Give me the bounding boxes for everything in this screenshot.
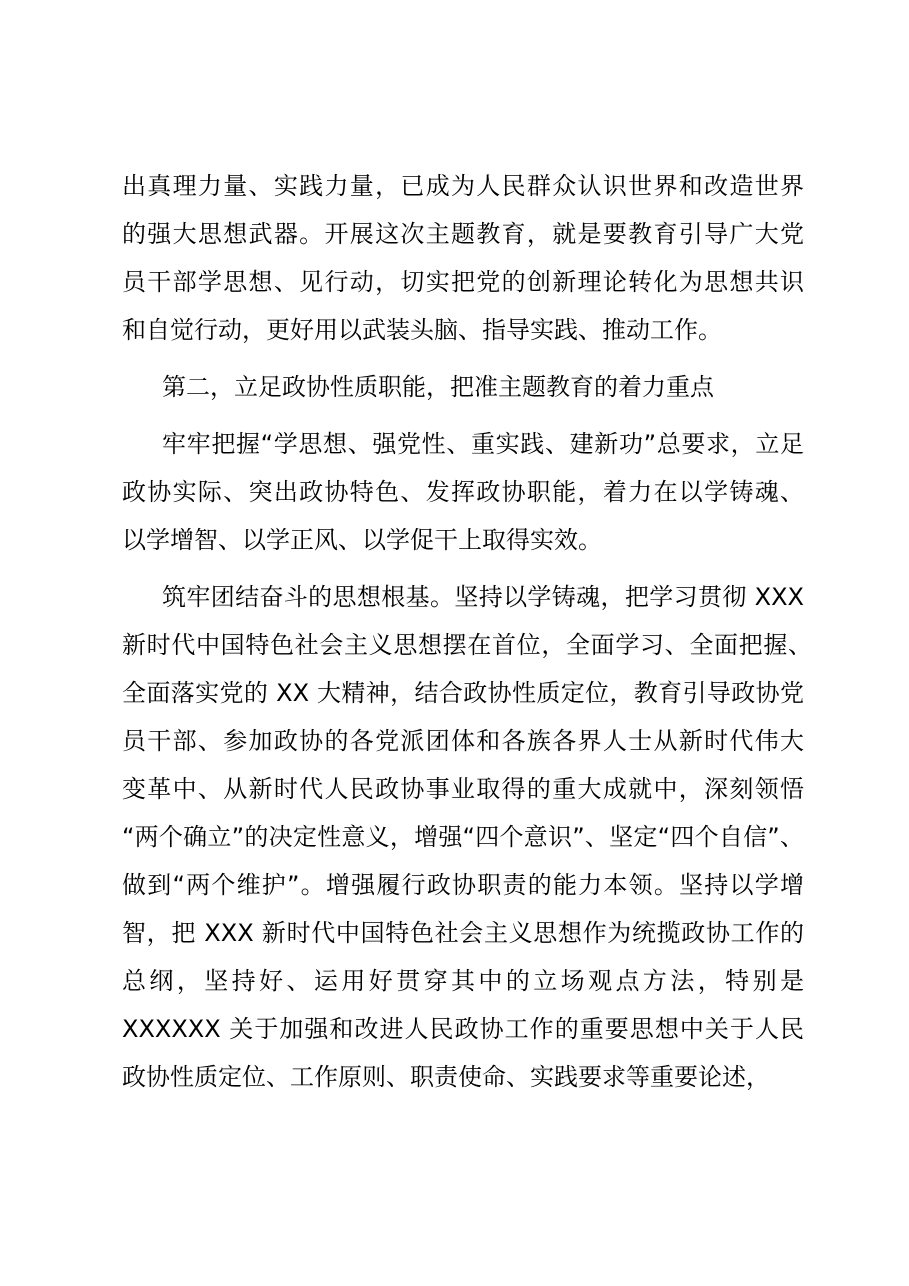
- text-line: 牢牢把握“学思想、强党性、重实践、建新功”总要求，立足: [162, 430, 804, 458]
- section-heading: [122, 363, 812, 411]
- text-line: 筑牢团结奋斗的思想根基。坚持以学铸魂，把学习贯彻 XXX: [162, 583, 804, 611]
- paragraph-2: [122, 420, 812, 564]
- text-line: 变革中、从新时代人民政协事业取得的重大成就中，深刻领悟: [122, 775, 804, 803]
- text-line: 新时代中国特色社会主义思想摆在首位，全面学习、全面把握、: [122, 631, 812, 659]
- text-line: 智，把 XXX 新时代中国特色社会主义思想作为统揽政协工作的: [122, 919, 804, 947]
- text-line: 政协实际、突出政协特色、发挥政协职能，着力在以学铸魂、: [122, 478, 804, 506]
- document-body: [122, 162, 812, 1101]
- text-line: 员干部学思想、见行动，切实把党的创新理论转化为思想共识: [122, 268, 804, 296]
- text-line: 的强大思想武器。开展这次主题教育，就是要教育引导广大党: [122, 220, 804, 248]
- paragraph-3: [122, 573, 812, 1101]
- text-line: 全面落实党的 XX 大精神，结合政协性质定位，教育引导政协党: [122, 679, 804, 707]
- text-line: 做到“两个维护”。增强履行政协职责的能力本领。坚持以学增: [122, 871, 804, 899]
- text-line: 出真理力量、实践力量，已成为人民群众认识世界和改造世界: [122, 172, 804, 200]
- text-line: 和自觉行动，更好用以武装头脑、指导实践、推动工作。: [122, 316, 722, 344]
- text-line: 以学增智、以学正风、以学促干上取得实效。: [122, 526, 602, 554]
- text-line: 政协性质定位、工作原则、职责使命、实践要求等重要论述，: [122, 1063, 770, 1091]
- text-line: “两个确立”的决定性意义，增强“四个意识”、坚定“四个自信”、: [122, 823, 804, 851]
- paragraph-1: [122, 162, 812, 354]
- text-line: XXXXXX 关于加强和改进人民政协工作的重要思想中关于人民: [122, 1015, 804, 1043]
- text-line: 总纲，坚持好、运用好贯穿其中的立场观点方法，特别是: [122, 967, 804, 995]
- heading-line: 第二，立足政协性质职能，把准主题教育的着力重点: [162, 373, 714, 401]
- text-line: 员干部、参加政协的各党派团体和各族各界人士从新时代伟大: [122, 727, 804, 755]
